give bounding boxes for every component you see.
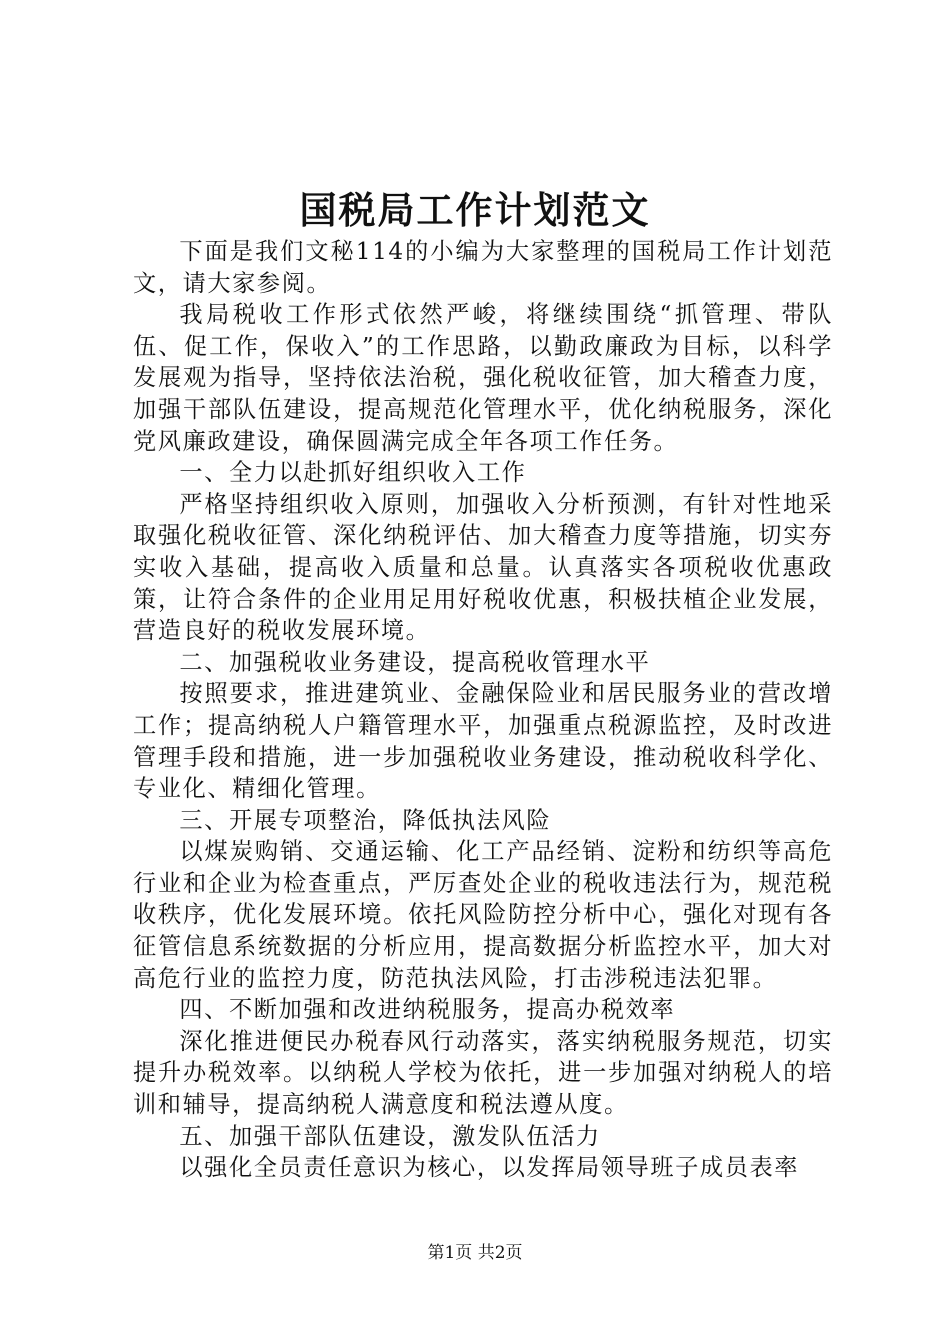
paragraph-section-1: 严格坚持组织收入原则，加强收入分析预测，有针对性地采取强化税收征管、深化纳税评估、加大稽查力度等措施，切实夯实收入基础，提高收入质量和总量。认真落实各项税收优惠政策，让符合条件的企业用足用好税收优惠，积极扶植企业发展，营造良好的税收发展环境。 (133, 490, 833, 645)
paragraph-section-5: 以强化全员责任意识为核心，以发挥局领导班子成员表率 (179, 1154, 800, 1182)
document-body (133, 236, 833, 1184)
section-heading-4: 四、不断加强和改进纳税服务，提高办税效率 (179, 996, 676, 1024)
section-heading-5: 五、加强干部队伍建设，激发队伍活力 (179, 1122, 601, 1150)
document-title: 国税局工作计划范文 (299, 188, 651, 232)
paragraph-overview: 我局税收工作形式依然严峻，将继续围绕“抓管理、带队伍、促工作，保收入”的工作思路，以勤政廉政为目标，以科学发展观为指导，坚持依法治税，强化税收征管，加大稽查力度，加强干部队伍建设，提高规范化管理水平，优化纳税服务，深化党风廉政建设，确保圆满完成全年各项工作任务。 (133, 301, 833, 455)
page-number-footer: 第1页 共2页 (427, 1243, 523, 1263)
paragraph-section-2: 按照要求，推进建筑业、金融保险业和居民服务业的营改增工作；提高纳税人户籍管理水平，加强重点税源监控，及时改进管理手段和措施，进一步加强税收业务建设，推动税收科学化、专业化、精细化管理。 (133, 680, 833, 803)
section-heading-3: 三、开展专项整治，降低执法风险 (179, 806, 552, 834)
paragraph-section-4: 深化推进便民办税春风行动落实，落实纳税服务规范，切实提升办税效率。以纳税人学校为依托，进一步加强对纳税人的培训和辅导，提高纳税人满意度和税法遵从度。 (133, 1027, 833, 1119)
section-heading-2: 二、加强税收业务建设，提高税收管理水平 (179, 648, 651, 676)
paragraph-section-3: 以煤炭购销、交通运输、化工产品经销、淀粉和纺织等高危行业和企业为检查重点，严厉查处企业的税收违法行为，规范税收秩序，优化发展环境。依托风险防控分析中心，强化对现有各征管信息系统数据的分析应用，提高数据分析监控水平，加大对高危行业的监控力度，防范执法风险，打击涉税违法犯罪。 (133, 838, 833, 992)
paragraph-intro: 下面是我们文秘114的小编为大家整理的国税局工作计划范文，请大家参阅。 (133, 238, 833, 297)
section-heading-1: 一、全力以赴抓好组织收入工作 (179, 459, 527, 487)
